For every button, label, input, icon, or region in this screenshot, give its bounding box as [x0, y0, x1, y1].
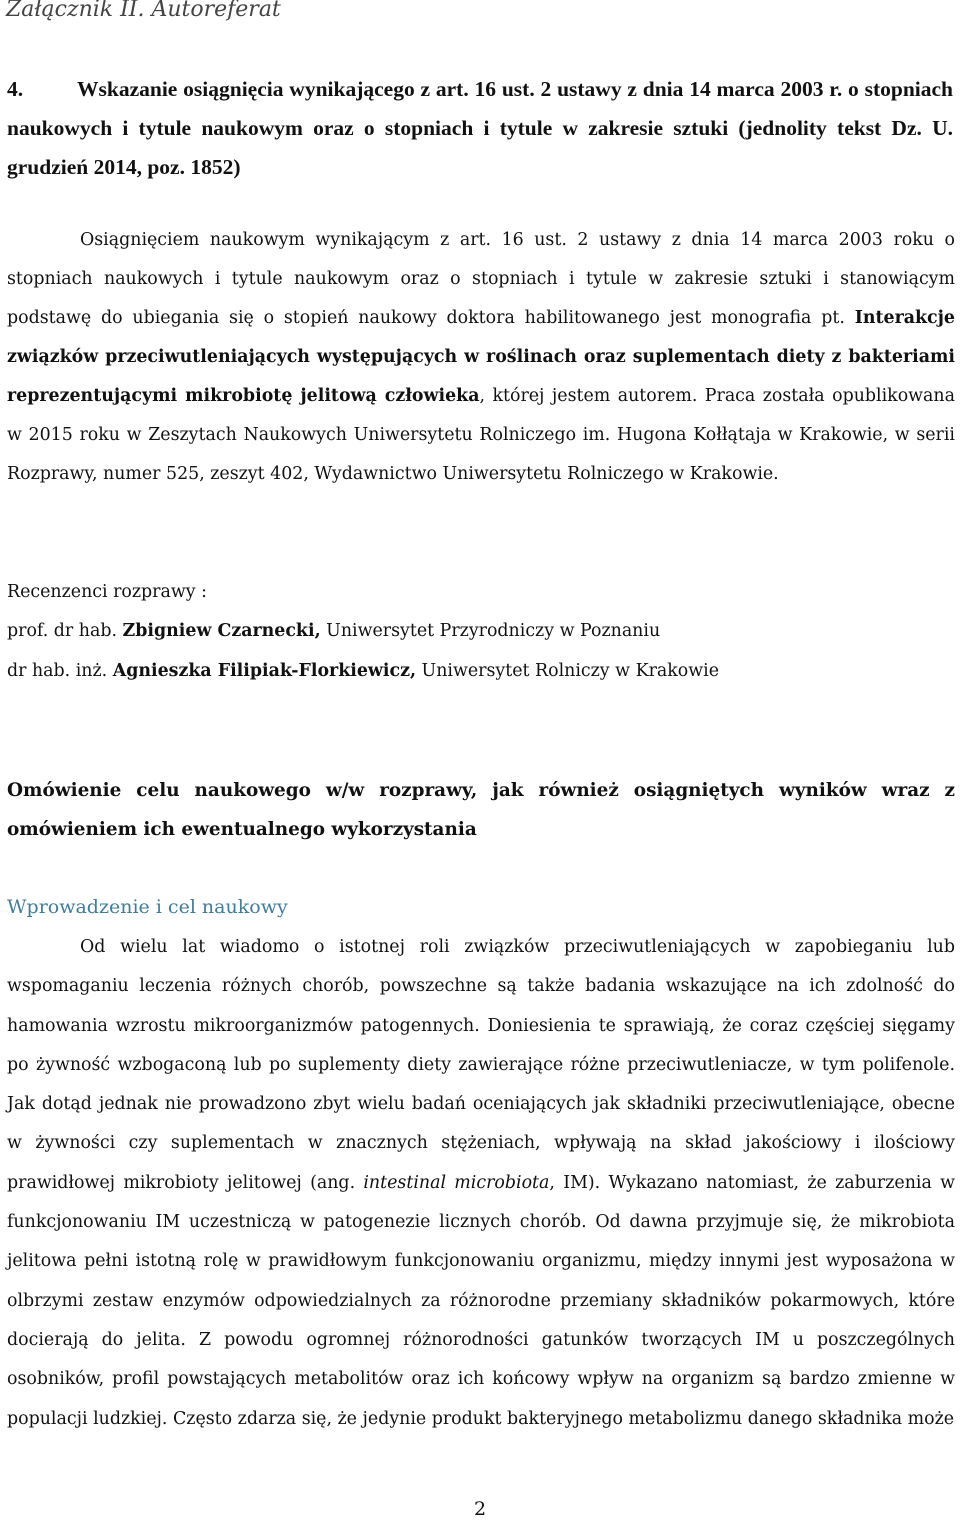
intro-paragraph — [7, 928, 955, 1439]
intro-text-before: Od wielu lat wiadomo o istotnej roli związków przeciwutleniających w zapobieganiu lub wspomaganiu leczenia różnych chorób, powszechne są także badania wskazujące na ich zdolność do hamowania wzrostu mikroorganizmów patogennych. Doniesienia te sprawiają, że coraz częściej sięgamy po żywność wzbogaconą lub po suplementy diety zawierające różne przeciwutleniacze, w tym polifenole. Jak dotąd jednak nie prowadzono zbyt wielu badań oceniających jak składniki przeciwutleniające, obecne w żywności czy suplementach w znacznych stężeniach, wpływają na skład jakościowy i ilościowy prawidłowej mikrobioty jelitowej (ang. — [7, 937, 955, 1193]
reviewer-2 — [7, 652, 955, 691]
reviewer-1 — [7, 612, 955, 651]
reviewer-affiliation: Uniwersytet Rolniczy w Krakowie — [416, 661, 719, 681]
reviewer-name: Zbigniew Czarnecki, — [122, 621, 321, 641]
section-title: Wskazanie osiągnięcia wynikającego z art. 16 ust. 2 ustawy z dnia 14 marca 2003 r. o stopniach naukowych i tytule naukowym oraz o stopniach i tytule w zakresie sztuki (jednolity tekst Dz. U. grudzień 2014, poz. 1852) — [7, 77, 953, 179]
reviewers-label: Recenzenci rozprawy : — [7, 582, 207, 602]
section-number: 4. — [7, 77, 24, 101]
reviewer-name: Agnieszka Filipiak-Florkiewicz, — [112, 661, 417, 681]
discussion-heading: Omówienie celu naukowego w/w rozprawy, jak również osiągniętych wyników wraz z omówieniem ich ewentualnego wykorzystania — [7, 780, 955, 840]
intro-text-after: , IM). Wykazano natomiast, że zaburzenia w funkcjonowaniu IM uczestniczą w patogenezie licznych chorób. Od dawna przyjmuje się, że mikrobiota jelitowa pełni istotną rolę w prawidłowym funkcjonowaniu organizmu, między innymi jest wyposażona w olbrzymi zestaw enzymów odpowiedzialnych za różnorodne przemiany składników pokarmowych, które docierają do jelita. Z powodu ogromnej różnorodności gatunków tworzących IM u poszczególnych osobników, profil powstających metabolitów oraz ich końcowy wpływ na organizm są bardzo zmienne w populacji ludzkiej. Często zdarza się, że jedynie produkt bakteryjnego metabolizmu danego składnika może — [7, 1172, 955, 1429]
achievement-outro: , której jestem autorem. Praca została opublikowana w 2015 roku w Zeszytach Naukowych Uniwersytetu Rolniczego im. Hugona Kołłątaja w Krakowie, w serii Rozprawy, numer 525, zeszyt 402, Wydawnictwo Uniwersytetu Rolniczego w Krakowie. — [7, 386, 955, 484]
page-number: 2 — [473, 1498, 487, 1520]
intro-section-heading: Wprowadzenie i cel naukowy — [7, 896, 288, 918]
page-header: Załącznik II. Autoreferat — [6, 0, 281, 22]
achievement-paragraph — [7, 221, 955, 494]
achievement-intro: Osiągnięciem naukowym wynikającym z art. 16 ust. 2 ustawy z dnia 14 marca 2003 roku o stopniach naukowych i tytule naukowym oraz o stopniach i tytule w zakresie sztuki i stanowiącym podstawę do ubiegania się o stopień naukowy doktora habilitowanego jest monografia pt. — [7, 230, 955, 328]
reviewer-title: prof. dr hab. — [7, 621, 123, 641]
monograph-title: Interakcje związków przeciwutleniających występujących w roślinach oraz suplementach diety z bakteriami reprezentującymi mikrobiotę jelitową człowieka — [7, 308, 955, 406]
reviewer-title: dr hab. inż. — [7, 661, 113, 681]
reviewer-affiliation: Uniwersytet Przyrodniczy w Poznaniu — [320, 621, 661, 641]
section-4-heading — [7, 70, 953, 187]
intro-term: intestinal microbiota — [363, 1172, 550, 1193]
